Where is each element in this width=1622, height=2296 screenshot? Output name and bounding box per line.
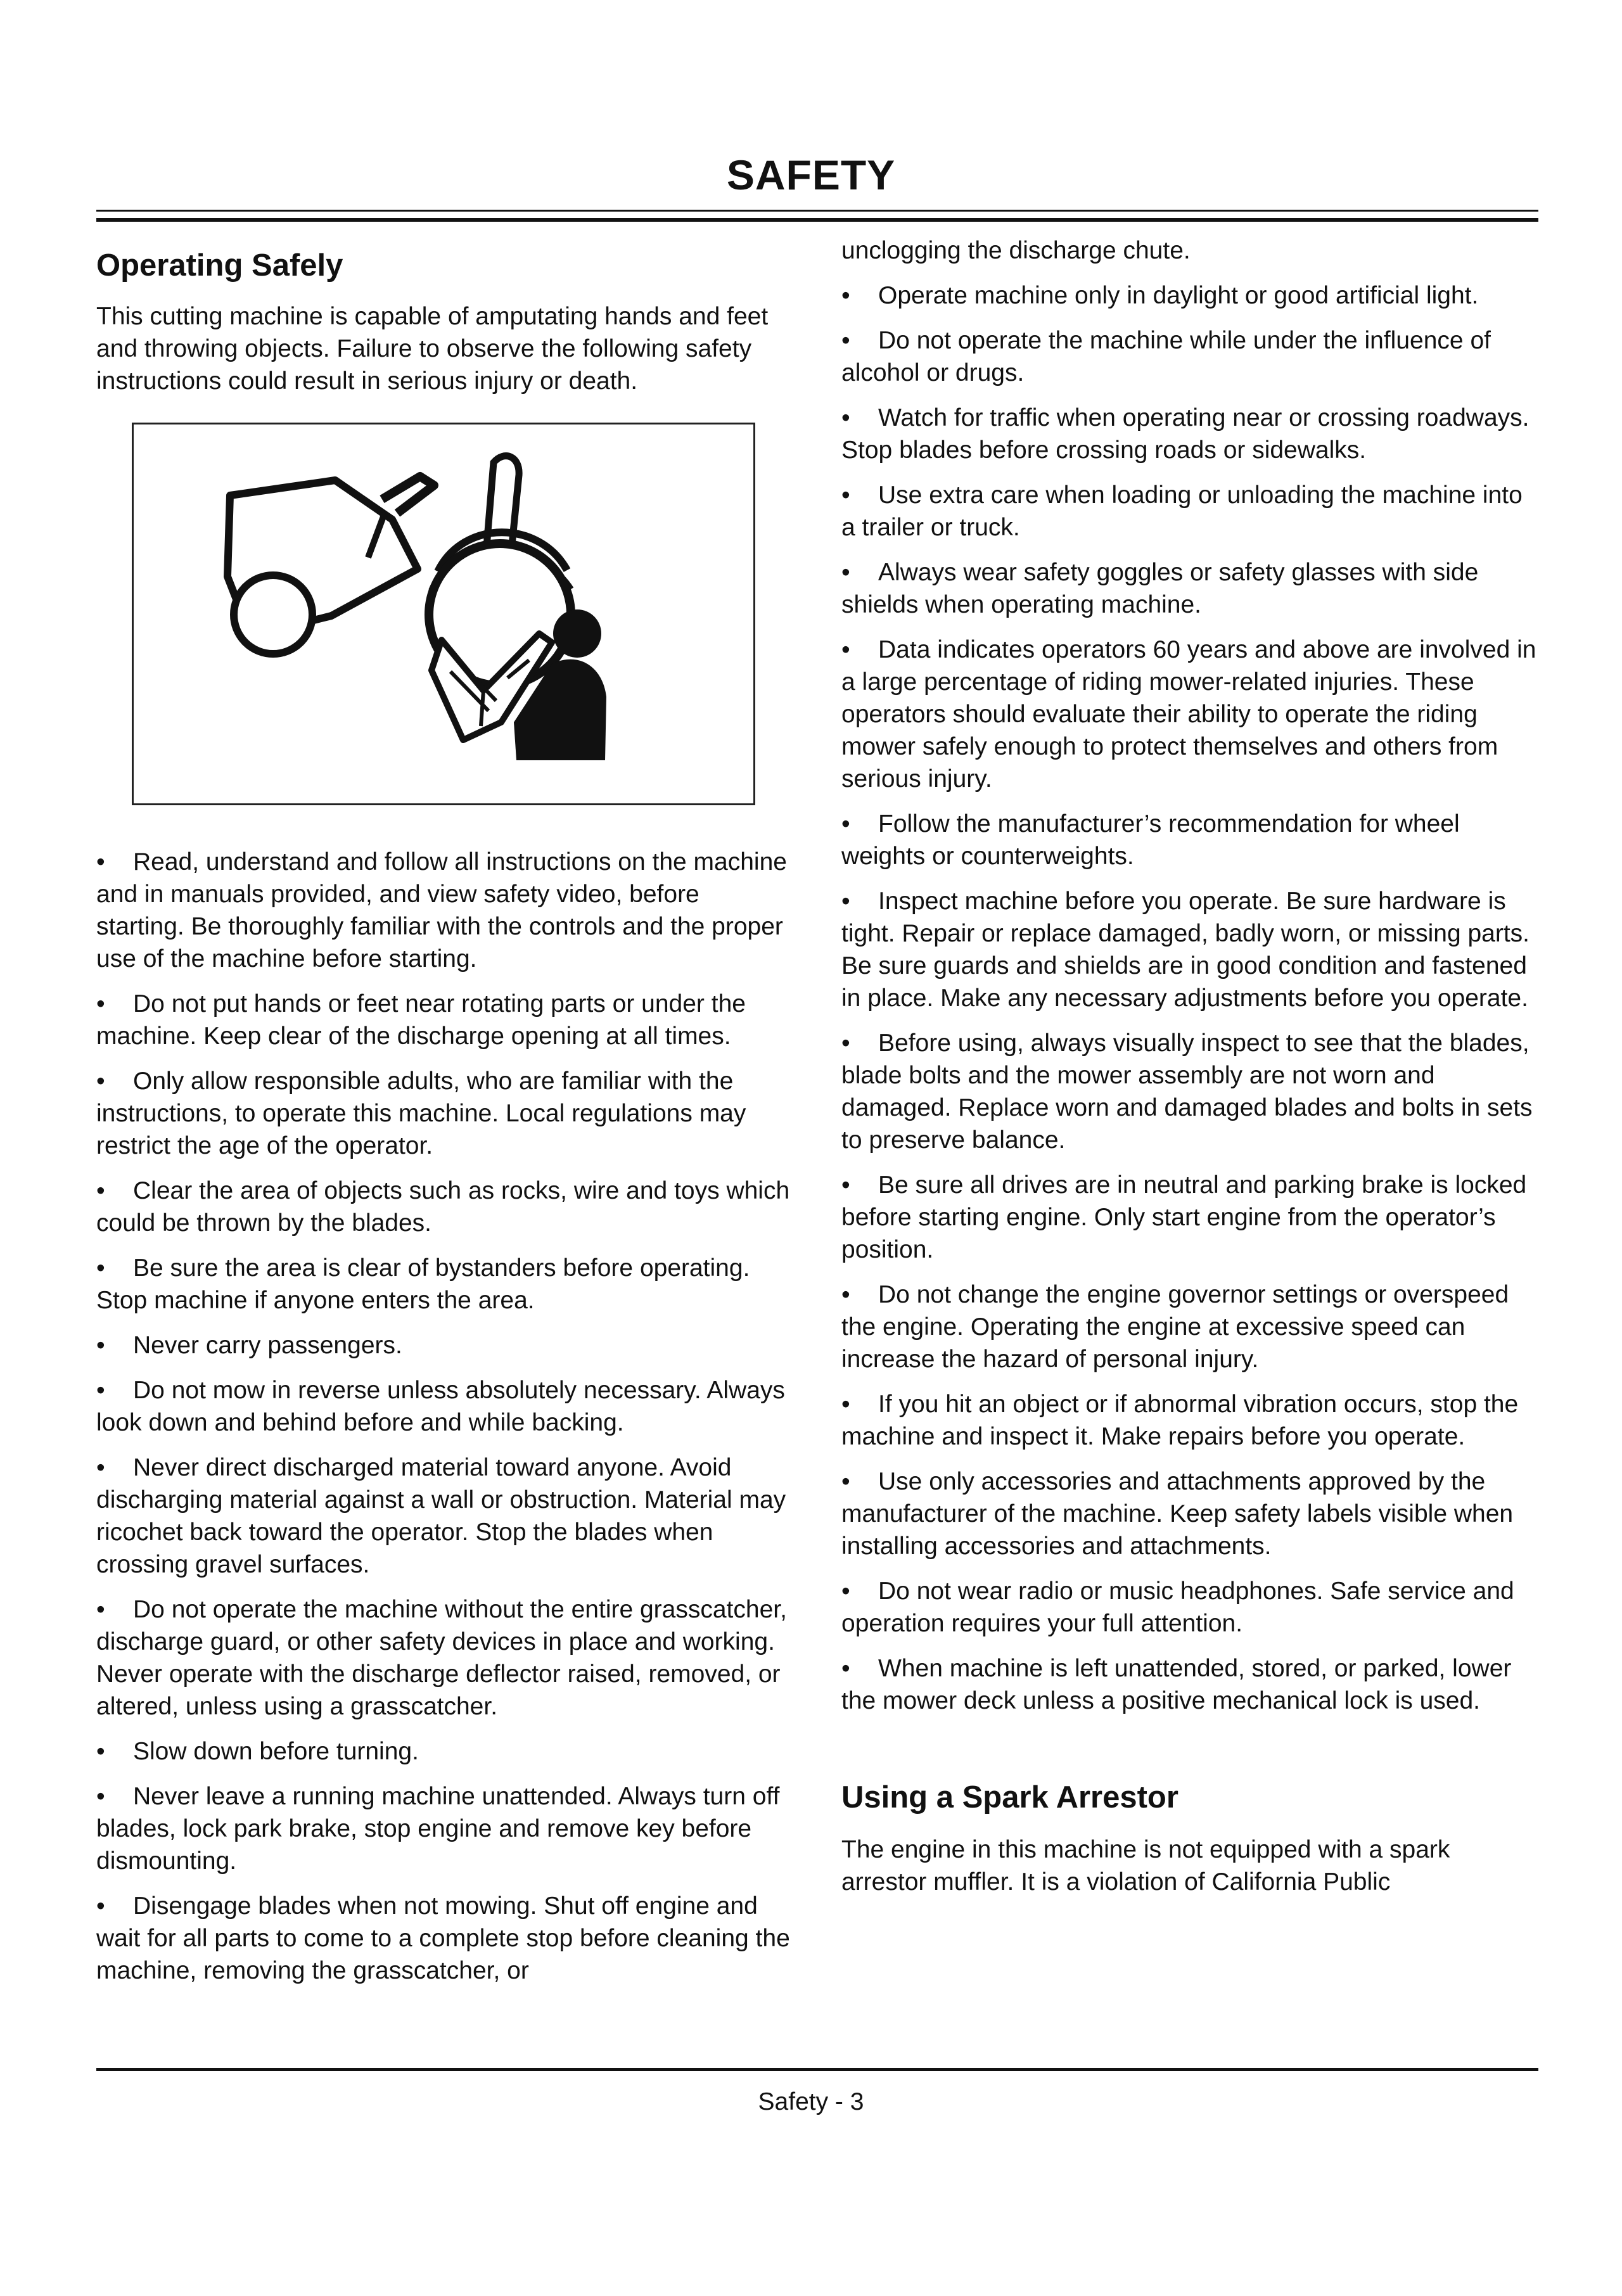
list-item: [96, 1329, 792, 1362]
bullet-dot: •: [96, 1377, 105, 1404]
right-column: [841, 234, 1538, 1898]
list-item: [841, 808, 1538, 872]
list-item: [841, 479, 1538, 544]
bullet-text: When machine is left unattended, stored, or parked, lower the mower deck unless a positive mechanical lock is used.: [841, 1655, 1512, 1714]
bullet-dot: •: [841, 1030, 850, 1057]
list-item: [841, 1388, 1538, 1453]
bullet-text: Read, understand and follow all instructions on the machine and in manuals provided, and view safety video, before starting. Be thoroughly familiar with the controls and the proper use of the machine before starting.: [96, 848, 787, 973]
bullet-dot: •: [96, 1892, 105, 1920]
bullet-dot: •: [841, 888, 850, 915]
bullet-text: Only allow responsible adults, who are familiar with the instructions, to operate this machine. Local regulations may restrict the age of the operator.: [96, 1068, 746, 1159]
bullet-dot: •: [96, 1254, 105, 1282]
left-bullet-list: [96, 846, 792, 1987]
section-heading-spark-arrestor: Using a Spark Arrestor: [841, 1780, 1178, 1814]
bullet-dot: •: [96, 1332, 105, 1359]
bullet-text: Do not change the engine governor settings or overspeed the engine. Operating the engine at excessive speed can increase the hazard of personal injury.: [841, 1281, 1509, 1373]
list-item: [841, 279, 1538, 312]
bullet-text: Use only accessories and attachments approved by the manufacturer of the machine. Keep safety labels visible when installing accessories and attachments.: [841, 1468, 1514, 1560]
bullet-dot: •: [96, 848, 105, 876]
list-item: [96, 1175, 792, 1239]
list-item: [841, 556, 1538, 621]
bullet-text: Use extra care when loading or unloading the machine into a trailer or truck.: [841, 482, 1523, 541]
list-item: [841, 324, 1538, 389]
right-bullet-list: [841, 279, 1538, 1717]
bullet-text: Inspect machine before you operate. Be sure hardware is tight. Repair or replace damaged, badly worn, or missing parts. Be sure guards and shields are in good condition and fastened in place. Make any necessary adjustments before you operate.: [841, 888, 1530, 1012]
continued-text: unclogging the discharge chute.: [841, 237, 1191, 264]
list-item: [841, 1575, 1538, 1640]
bullet-dot: •: [841, 1578, 850, 1605]
operator-reading-manual-tractor-icon: [134, 424, 753, 803]
footer-rule: [96, 2068, 1538, 2071]
list-item: [841, 1027, 1538, 1156]
list-item: [96, 1593, 792, 1723]
list-item: [96, 988, 792, 1052]
bullet-dot: •: [841, 636, 850, 663]
bullet-dot: •: [841, 1468, 850, 1495]
list-item: [841, 1652, 1538, 1717]
header-rule-thin: [96, 210, 1538, 212]
bullet-dot: •: [841, 1391, 850, 1418]
list-item: [841, 1465, 1538, 1562]
bullet-dot: •: [96, 1783, 105, 1810]
bullet-dot: •: [841, 482, 850, 509]
bullet-text: Always wear safety goggles or safety glasses with side shields when operating machine.: [841, 559, 1479, 618]
bullet-dot: •: [841, 327, 850, 354]
bullet-dot: •: [96, 1068, 105, 1095]
bullet-text: Do not operate the machine without the entire grasscatcher, discharge guard, or other safety devices in place and working. Never operate with the discharge deflector raised, removed, or altered, unless using a grasscatcher.: [96, 1596, 787, 1720]
bullet-dot: •: [841, 282, 850, 309]
bullet-dot: •: [841, 1171, 850, 1199]
list-item: [96, 1451, 792, 1581]
list-item: [841, 1169, 1538, 1266]
bullet-dot: •: [841, 810, 850, 838]
section-heading-operating-safely: Operating Safely: [96, 248, 343, 283]
bullet-text: Be sure the area is clear of bystanders before operating. Stop machine if anyone enters the area.: [96, 1254, 750, 1314]
bullet-dot: •: [841, 559, 850, 586]
list-item: [96, 846, 792, 975]
bullet-dot: •: [841, 404, 850, 431]
list-item: [841, 634, 1538, 795]
bullet-text: Disengage blades when not mowing. Shut off engine and wait for all parts to come to a complete stop before cleaning the machine, removing the grasscatcher, or: [96, 1892, 790, 1984]
intro-paragraph: This cutting machine is capable of amputating hands and feet and throwing objects. Failure to observe the following safety instructions could result in serious injury or death.: [96, 303, 769, 395]
bullet-text: Do not mow in reverse unless absolutely necessary. Always look down and behind before and while backing.: [96, 1377, 785, 1436]
bullet-text: Do not operate the machine while under the influence of alcohol or drugs.: [841, 327, 1491, 386]
bullet-text: Slow down before turning.: [133, 1738, 419, 1765]
bullet-dot: •: [841, 1655, 850, 1682]
bullet-text: Clear the area of objects such as rocks, wire and toys which could be thrown by the blades.: [96, 1177, 790, 1237]
list-item: [841, 885, 1538, 1014]
bullet-dot: •: [841, 1281, 850, 1308]
bullet-text: Data indicates operators 60 years and above are involved in a large percentage of riding mower-related injuries. These operators should evaluate their ability to operate the riding mower safely enough to protect themselves and others from serious injury.: [841, 636, 1536, 793]
list-item: [96, 1890, 792, 1987]
list-item: [841, 1279, 1538, 1375]
bullet-text: Never carry passengers.: [133, 1332, 402, 1359]
list-item: [96, 1780, 792, 1877]
bullet-text: Before using, always visually inspect to see that the blades, blade bolts and the mower assembly are not worn and damaged. Replace worn and damaged blades and bolts in sets to preserve balance.: [841, 1030, 1533, 1154]
bullet-dot: •: [96, 990, 105, 1017]
bullet-text: Never direct discharged material toward anyone. Avoid discharging material against a wall or obstruction. Material may ricochet back toward the operator. Stop the blades when crossing gravel surfaces.: [96, 1454, 786, 1578]
bullet-text: Follow the manufacturer’s recommendation for wheel weights or counterweights.: [841, 810, 1460, 870]
list-item: [841, 402, 1538, 466]
header-rule-thick: [96, 218, 1538, 222]
list-item: [96, 1374, 792, 1439]
bullet-text: Never leave a running machine unattended. Always turn off blades, lock park brake, stop engine and remove key before dismounting.: [96, 1783, 780, 1875]
bullet-dot: •: [96, 1738, 105, 1765]
spark-arrestor-paragraph: The engine in this machine is not equipped with a spark arrestor muffler. It is a violation of California Public: [841, 1836, 1450, 1896]
bullet-text: Watch for traffic when operating near or crossing roadways. Stop blades before crossing roads or sidewalks.: [841, 404, 1529, 464]
list-item: [96, 1252, 792, 1317]
bullet-text: Operate machine only in daylight or good artificial light.: [878, 282, 1479, 309]
page-title: SAFETY: [726, 151, 896, 198]
bullet-text: If you hit an object or if abnormal vibration occurs, stop the machine and inspect it. Make repairs before you operate.: [841, 1391, 1519, 1450]
bullet-dot: •: [96, 1596, 105, 1623]
list-item: [96, 1065, 792, 1162]
bullet-text: Do not put hands or feet near rotating parts or under the machine. Keep clear of the discharge opening at all times.: [96, 990, 746, 1050]
bullet-dot: •: [96, 1454, 105, 1481]
list-item: [96, 1735, 792, 1768]
left-column: [96, 234, 792, 1999]
bullet-text: Do not wear radio or music headphones. Safe service and operation requires your full attention.: [841, 1578, 1514, 1637]
bullet-dot: •: [96, 1177, 105, 1204]
bullet-text: Be sure all drives are in neutral and parking brake is locked before starting engine. Only start engine from the operator’s position.: [841, 1171, 1527, 1263]
safety-illustration: [132, 423, 755, 805]
page-number: Safety - 3: [758, 2088, 864, 2115]
